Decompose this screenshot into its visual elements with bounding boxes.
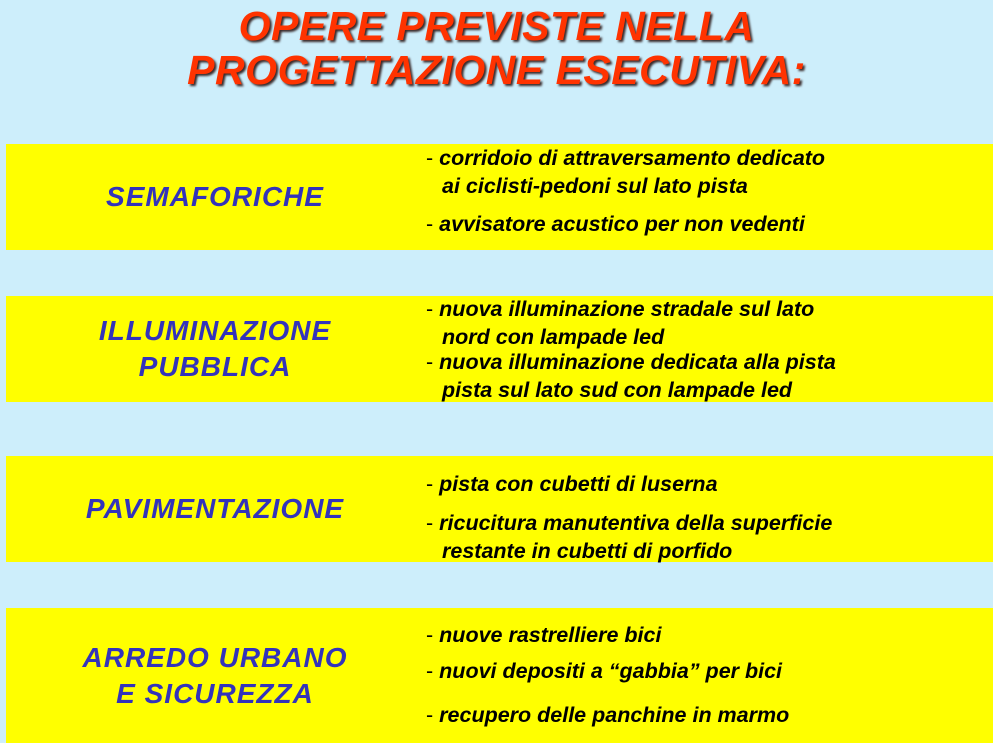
list-item — [426, 348, 836, 404]
item-text: corridoio di attraversamento dedicato — [439, 146, 826, 170]
category-label — [6, 144, 424, 250]
list-item — [426, 295, 814, 351]
item-dash: - — [426, 212, 434, 236]
item-text: pista con cubetti di luserna — [439, 472, 718, 496]
item-text: ricucitura manutentiva della superficie — [439, 511, 833, 535]
item-text: recupero delle panchine in marmo — [439, 703, 790, 727]
list-item — [426, 657, 782, 685]
category-label-line: ILLUMINAZIONE — [98, 315, 332, 346]
list-item — [426, 210, 805, 238]
item-text: nuova illuminazione stradale sul lato — [439, 297, 815, 321]
list-item — [426, 470, 718, 498]
category-label-line: PUBBLICA — [138, 351, 292, 382]
item-text: avvisatore acustico per non vedenti — [439, 212, 805, 236]
category-label — [6, 296, 424, 402]
item-dash: - — [426, 350, 434, 374]
category-label-line: E SICUREZZA — [116, 677, 314, 709]
item-dash: - — [426, 297, 434, 321]
category-label-line: ARREDO URBANO — [82, 641, 348, 673]
item-text-continued: restante in cubetti di porfido — [442, 539, 733, 563]
category-label-line: SEMAFORICHE — [106, 181, 324, 212]
item-dash: - — [426, 472, 434, 496]
page-title-line-2: PROGETTAZIONE ESECUTIVA: — [187, 47, 806, 93]
list-item — [426, 144, 825, 200]
item-text: nuove rastrelliere bici — [439, 623, 662, 647]
list-item — [426, 621, 661, 649]
section-semaforiche — [6, 144, 993, 250]
category-label — [6, 456, 424, 562]
item-text-continued: nord con lampade led — [442, 325, 665, 349]
section-illuminazione-pubblica — [6, 296, 993, 402]
item-text-continued: pista sul lato sud con lampade led — [442, 378, 793, 402]
item-text: nuovi depositi a “gabbia” per bici — [439, 659, 783, 683]
page-title — [0, 4, 993, 92]
item-text: nuova illuminazione dedicata alla pista — [439, 350, 836, 374]
item-dash: - — [426, 623, 434, 647]
item-dash: - — [426, 146, 434, 170]
page-title-line-1: OPERE PREVISTE NELLA — [238, 3, 755, 49]
item-dash: - — [426, 703, 434, 727]
list-item — [426, 701, 789, 729]
category-label-line: PAVIMENTAZIONE — [85, 493, 345, 524]
category-label — [6, 608, 424, 743]
section-pavimentazione — [6, 456, 993, 562]
item-dash: - — [426, 511, 434, 535]
item-text-continued: ai ciclisti-pedoni sul lato pista — [442, 174, 748, 198]
item-dash: - — [426, 659, 434, 683]
list-item — [426, 509, 832, 565]
section-arredo-urbano-sicurezza — [6, 608, 993, 743]
